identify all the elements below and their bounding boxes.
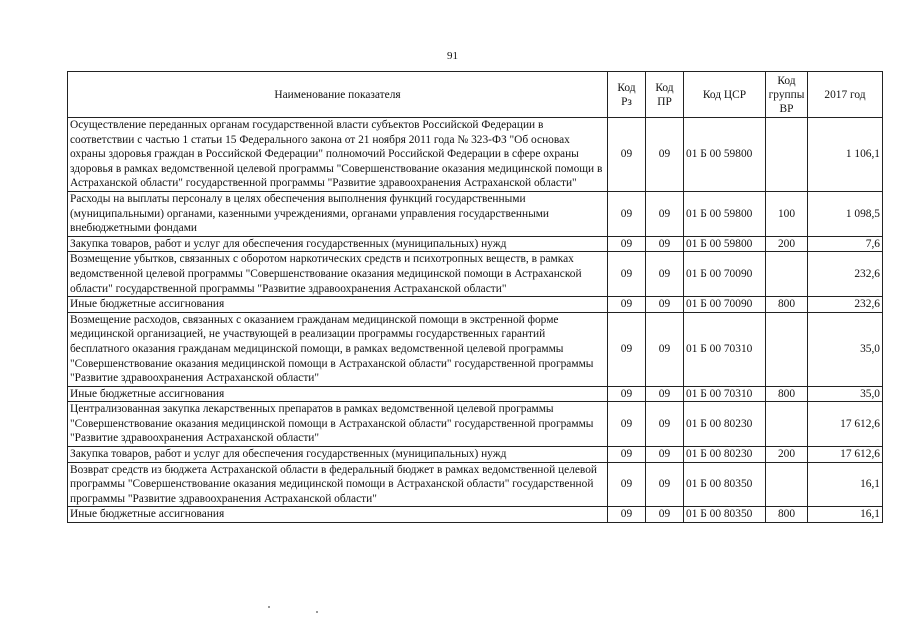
table-row bbox=[68, 447, 883, 463]
row-name: Расходы на выплаты персоналу в целях обеспечения выполнения функций государственными (муниципальными) органами, казенными учреждениями, органами управления государственными внебюджетными фондами bbox=[68, 191, 608, 236]
row-pr: 09 bbox=[646, 312, 684, 386]
row-pr: 09 bbox=[646, 462, 684, 507]
header-vr-line3: ВР bbox=[779, 102, 794, 115]
row-name: Иные бюджетные ассигнования bbox=[68, 507, 608, 523]
row-rz: 09 bbox=[608, 252, 646, 297]
row-pr: 09 bbox=[646, 507, 684, 523]
row-rz: 09 bbox=[608, 312, 646, 386]
row-value: 1 098,5 bbox=[808, 191, 883, 236]
row-csr: 01 Б 00 80230 bbox=[684, 447, 766, 463]
row-rz: 09 bbox=[608, 447, 646, 463]
row-vr: 200 bbox=[766, 236, 808, 252]
table-row bbox=[68, 252, 883, 297]
row-name: Возмещение расходов, связанных с оказанием гражданам медицинской помощи в экстренной форме медицинской организацией, не участвующей в реализации программы государственных гарантий бесплатного оказания гражданам медицинской помощи, в рамках ведомственной целевой программы "Совершенствование оказания медицинской помощи в Астраханской области" государственной программы "Развитие здравоохранения Астраханской области" bbox=[68, 312, 608, 386]
row-name: Закупка товаров, работ и услуг для обеспечения государственных (муниципальных) нужд bbox=[68, 447, 608, 463]
header-pr-line1: Код bbox=[655, 81, 674, 94]
header-pr-line2: ПР bbox=[657, 95, 672, 108]
row-value: 17 612,6 bbox=[808, 447, 883, 463]
header-name: Наименование показателя bbox=[68, 72, 608, 118]
table-row bbox=[68, 297, 883, 313]
row-csr: 01 Б 00 70310 bbox=[684, 312, 766, 386]
row-name: Возврат средств из бюджета Астраханской области в федеральный бюджет в рамках ведомственной целевой программы "Совершенствование оказания медицинской помощи в Астраханской области" государственной программы "Развитие здравоохранения Астраханской области" bbox=[68, 462, 608, 507]
row-name: Закупка товаров, работ и услуг для обеспечения государственных (муниципальных) нужд bbox=[68, 236, 608, 252]
row-vr: 800 bbox=[766, 507, 808, 523]
table-row bbox=[68, 312, 883, 386]
header-pr bbox=[646, 72, 684, 118]
row-csr: 01 Б 00 80230 bbox=[684, 402, 766, 447]
row-vr bbox=[766, 402, 808, 447]
header-rz-line2: Рз bbox=[621, 95, 632, 108]
table-row bbox=[68, 402, 883, 447]
row-vr bbox=[766, 118, 808, 192]
row-value: 7,6 bbox=[808, 236, 883, 252]
row-csr: 01 Б 00 70090 bbox=[684, 252, 766, 297]
row-csr: 01 Б 00 70310 bbox=[684, 386, 766, 402]
row-vr: 200 bbox=[766, 447, 808, 463]
row-vr: 100 bbox=[766, 191, 808, 236]
header-csr: Код ЦСР bbox=[684, 72, 766, 118]
row-rz: 09 bbox=[608, 118, 646, 192]
header-rz bbox=[608, 72, 646, 118]
row-csr: 01 Б 00 80350 bbox=[684, 507, 766, 523]
row-pr: 09 bbox=[646, 236, 684, 252]
row-pr: 09 bbox=[646, 447, 684, 463]
row-name: Осуществление переданных органам государственной власти субъектов Российской Федерации в соответствии с частью 1 статьи 15 Федерального закона от 21 ноября 2011 года № 323-ФЗ "Об основах охраны здоровья граждан в Российской Федерации" полномочий Российской Федерации в сфере охраны здоровья в рамках ведомственной целевой программы "Совершенствование оказания медицинской помощи в Астраханской области" государственной программы "Развитие здравоохранения Астраханской области" bbox=[68, 118, 608, 192]
row-csr: 01 Б 00 70090 bbox=[684, 297, 766, 313]
row-rz: 09 bbox=[608, 297, 646, 313]
table-row bbox=[68, 462, 883, 507]
scan-speck bbox=[316, 611, 318, 613]
header-vr bbox=[766, 72, 808, 118]
header-year: 2017 год bbox=[808, 72, 883, 118]
table-row bbox=[68, 507, 883, 523]
header-vr-line1: Код bbox=[777, 74, 796, 87]
budget-table bbox=[67, 71, 883, 523]
row-csr: 01 Б 00 80350 bbox=[684, 462, 766, 507]
row-pr: 09 bbox=[646, 252, 684, 297]
row-pr: 09 bbox=[646, 402, 684, 447]
row-value: 35,0 bbox=[808, 386, 883, 402]
row-rz: 09 bbox=[608, 462, 646, 507]
page-number: 91 bbox=[447, 50, 458, 62]
row-vr bbox=[766, 312, 808, 386]
row-value: 232,6 bbox=[808, 297, 883, 313]
row-name: Иные бюджетные ассигнования bbox=[68, 386, 608, 402]
row-csr: 01 Б 00 59800 bbox=[684, 236, 766, 252]
scan-speck bbox=[268, 606, 270, 608]
row-vr: 800 bbox=[766, 297, 808, 313]
row-rz: 09 bbox=[608, 191, 646, 236]
row-pr: 09 bbox=[646, 191, 684, 236]
header-vr-line2: группы bbox=[768, 88, 805, 101]
row-value: 1 106,1 bbox=[808, 118, 883, 192]
row-rz: 09 bbox=[608, 236, 646, 252]
row-name: Централизованная закупка лекарственных препаратов в рамках ведомственной целевой программы "Совершенствование оказания медицинской помощи в Астраханской области" государственной программы "Развитие здравоохранения Астраханской области" bbox=[68, 402, 608, 447]
table-row bbox=[68, 236, 883, 252]
row-csr: 01 Б 00 59800 bbox=[684, 118, 766, 192]
table-row bbox=[68, 191, 883, 236]
table-row bbox=[68, 386, 883, 402]
row-pr: 09 bbox=[646, 386, 684, 402]
row-name: Иные бюджетные ассигнования bbox=[68, 297, 608, 313]
header-rz-line1: Код bbox=[617, 81, 636, 94]
row-value: 17 612,6 bbox=[808, 402, 883, 447]
row-pr: 09 bbox=[646, 297, 684, 313]
row-value: 16,1 bbox=[808, 507, 883, 523]
row-value: 232,6 bbox=[808, 252, 883, 297]
row-vr bbox=[766, 252, 808, 297]
row-rz: 09 bbox=[608, 386, 646, 402]
row-pr: 09 bbox=[646, 118, 684, 192]
table-row bbox=[68, 118, 883, 192]
row-rz: 09 bbox=[608, 507, 646, 523]
row-vr bbox=[766, 462, 808, 507]
table-header-row bbox=[68, 72, 883, 118]
row-value: 35,0 bbox=[808, 312, 883, 386]
row-name: Возмещение убытков, связанных с оборотом наркотических средств и психотропных веществ, в рамках ведомственной целевой программы "Совершенствование оказания медицинской помощи в Астраханской области" государственной программы "Развитие здравоохранения Астраханской области" bbox=[68, 252, 608, 297]
row-vr: 800 bbox=[766, 386, 808, 402]
row-csr: 01 Б 00 59800 bbox=[684, 191, 766, 236]
row-rz: 09 bbox=[608, 402, 646, 447]
row-value: 16,1 bbox=[808, 462, 883, 507]
